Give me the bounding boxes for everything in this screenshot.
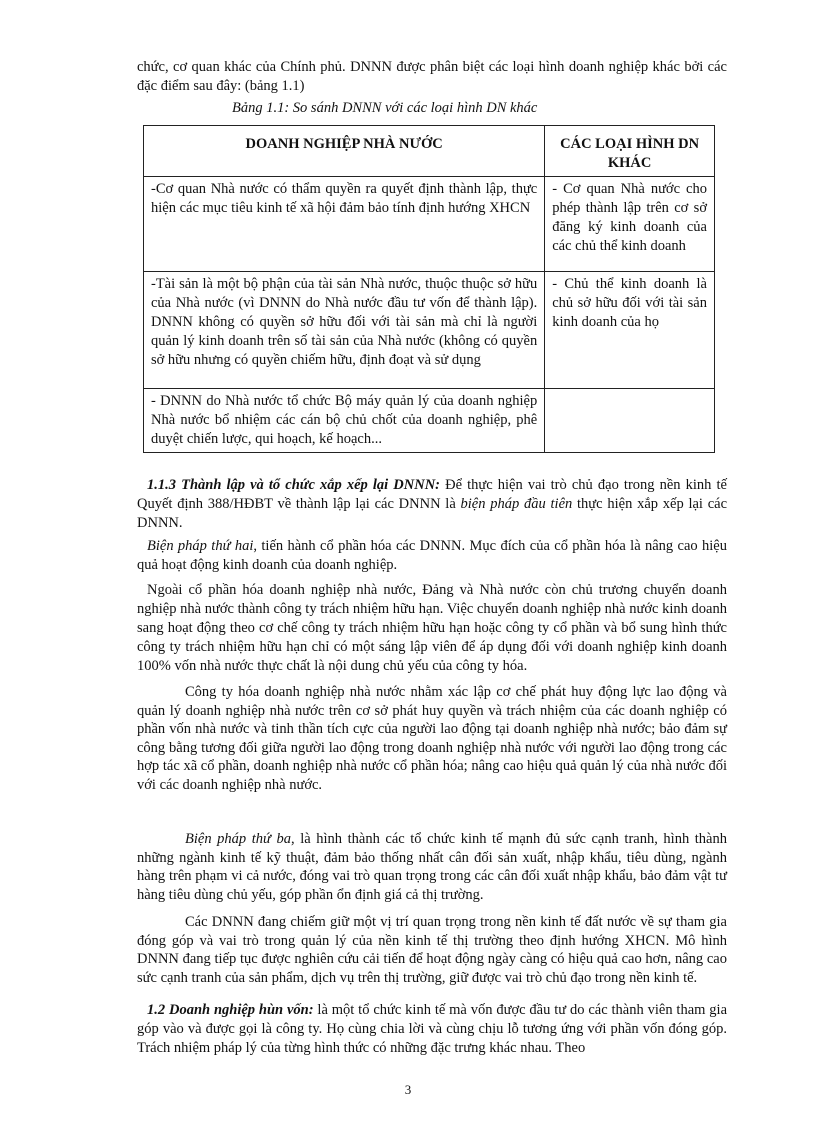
table-cell-right: - Cơ quan Nhà nước cho phép thành lập trên cơ sở đăng ký kinh doanh của các chủ thể kinh doanh [545,177,715,272]
table-cell-right [545,389,715,453]
table-cell-right: - Chủ thể kinh doanh là chủ sở hữu đối với tài sản kinh doanh của họ [545,272,715,389]
conversion-paragraph: Ngoài cổ phần hóa doanh nghiệp nhà nước, Đảng và Nhà nước còn chủ trương chuyển doanh nghiệp nhà nước thành công ty trách nhiệm hữu hạn. Việc chuyển doanh nghiệp nhà nước kinh doanh sang hoạt động theo cơ chế công ty trách nhiệm hữu hạn hoặc công ty cổ phần và bổ sung hình thức công ty trách nhiệm hữu hạn chỉ có một sáng lập viên để áp dụng đối với doanh nghiệp kinh doanh 100% vốn nhà nước thực chất là nội dung chủ yếu của công ty hóa. [137,582,727,674]
first-measure-emphasis: biện pháp đầu tiên [460,496,573,512]
section-1-1-3-heading: 1.1.3 Thành lập và tổ chức xắp xếp lại DNNN: [147,477,440,493]
measure-two-text: , tiến hành cổ phần hóa các DNNN. Mục đích của cổ phần hóa là nâng cao hiệu quả hoạt động kinh doanh của doanh nghiệp. [137,538,727,573]
page-number: 3 [404,1082,412,1097]
measure-three-emphasis: Biện pháp thứ ba [185,831,291,847]
table-cell-left: -Tài sản là một bộ phận của tài sản Nhà nước, thuộc thuộc sở hữu của Nhà nước (vì DNNN do Nhà nước đầu tư vốn để thành lập). DNNN không có quyền sở hữu đối với tài sản mà chỉ là người quản lý kinh doanh trên số tài sản của Nhà nước (không có quyền sở hữu nhưng có quyền chiếm hữu, định đoạt và sử dụng [144,272,545,389]
section-1-1-3-text-b: thực hiện xắp xếp lại các DNNN. [137,496,728,531]
measure-three-paragraph [137,830,727,904]
intro-paragraph: chức, cơ quan khác của Chính phủ. DNNN được phân biệt các loại hình doanh nghiệp khác bởi các đặc điểm sau đây: (bảng 1.1) [137,59,727,94]
section-1-2-paragraph [137,1001,727,1058]
header-state-enterprise: DOANH NGHIỆP NHÀ NƯỚC [144,126,545,177]
section-1-1-3-paragraph [137,476,727,533]
table-caption: Bảng 1.1: So sánh DNNN với các loại hình DN khác [232,100,538,116]
corporatization-paragraph: Công ty hóa doanh nghiệp nhà nước nhằm xác lập cơ chế phát huy động lực lao động và quản lý doanh nghiệp nhà nước trên cơ sở phát huy quyền và trách nhiệm của các doanh nghiệp có phần vốn nhà nước và tinh thần tích cực của người lao động tại doanh nghiệp nhà nước; bảo đảm sự công bằng tương đối giữa người lao động trong doanh nghiệp nhà nước với người lao động trong các hợp tác xã cổ phần, doanh nghiệp nhà nước cổ phần hóa; nâng cao hiệu quả quản lý của nhà nước đối với các doanh nghiệp nhà nước. [137,684,727,793]
section-1-2-heading: 1.2 Doanh nghiệp hùn vốn: [147,1002,314,1018]
table-row [144,389,715,453]
table-header-row [144,126,715,177]
table-cell-left: -Cơ quan Nhà nước có thẩm quyền ra quyết định thành lập, thực hiện các mục tiêu kinh tế xã hội đảm bảo tính định hướng XHCN [144,177,545,272]
table-row [144,272,715,389]
table-cell-left: - DNNN do Nhà nước tổ chức Bộ máy quản lý của doanh nghiệp Nhà nước bổ nhiệm các cán bộ chủ chốt của doanh nghiệp, phê duyệt chiến lược, qui hoạch, kế hoạch... [144,389,545,453]
table-row [144,177,715,272]
measure-two-emphasis: Biện pháp thứ hai [147,538,254,554]
section-1-2-text: là một tổ chức kinh tế mà vốn được đầu tư do các thành viên tham gia góp vào và được gọi là công ty. Họ cùng chia lời và cùng chịu lỗ tương ứng với phần vốn đóng góp. Trách nhiệm pháp lý của từng hình thức có những đặc trưng khác nhau. Theo [137,1002,728,1056]
measure-two-paragraph [137,537,727,575]
role-paragraph: Các DNNN đang chiếm giữ một vị trí quan trọng trong nền kinh tế đất nước về sự tham gia đóng góp và vai trò trong quản lý của nền kinh tế thị trường theo định hướng XHCN. Mô hình DNNN đang tiếp tục được nghiên cứu cải tiến để hoạt động ngày càng có hiệu quả cao hơn, nâng cao sức cạnh tranh của sản phẩm, dịch vụ trên thị trường, giữ được vai trò chủ đạo trong nền kinh tế. [137,914,727,986]
section-1-1-3-text-a: Để thực hiện vai trò chủ đạo trong nền kinh tế Quyết định 388/HĐBT về thành lập lại các DNNN là [137,477,727,512]
comparison-table [143,125,715,453]
header-other-enterprises: CÁC LOẠI HÌNH DN KHÁC [545,126,715,177]
measure-three-text: , là hình thành các tổ chức kinh tế mạnh đủ sức cạnh tranh, hình thành những ngành kinh tế kỹ thuật, đảm bảo thống nhất cân đối sản xuất, nhập khẩu, tiêu dùng, ngành hàng trên phạm vi cả nước, đóng vai trò quan trọng trong các cân đối xuất nhập khẩu, bảo đảm vật tư hàng tiêu dùng chủ yếu, góp phần ổn định giá cả thị trường. [137,831,727,903]
